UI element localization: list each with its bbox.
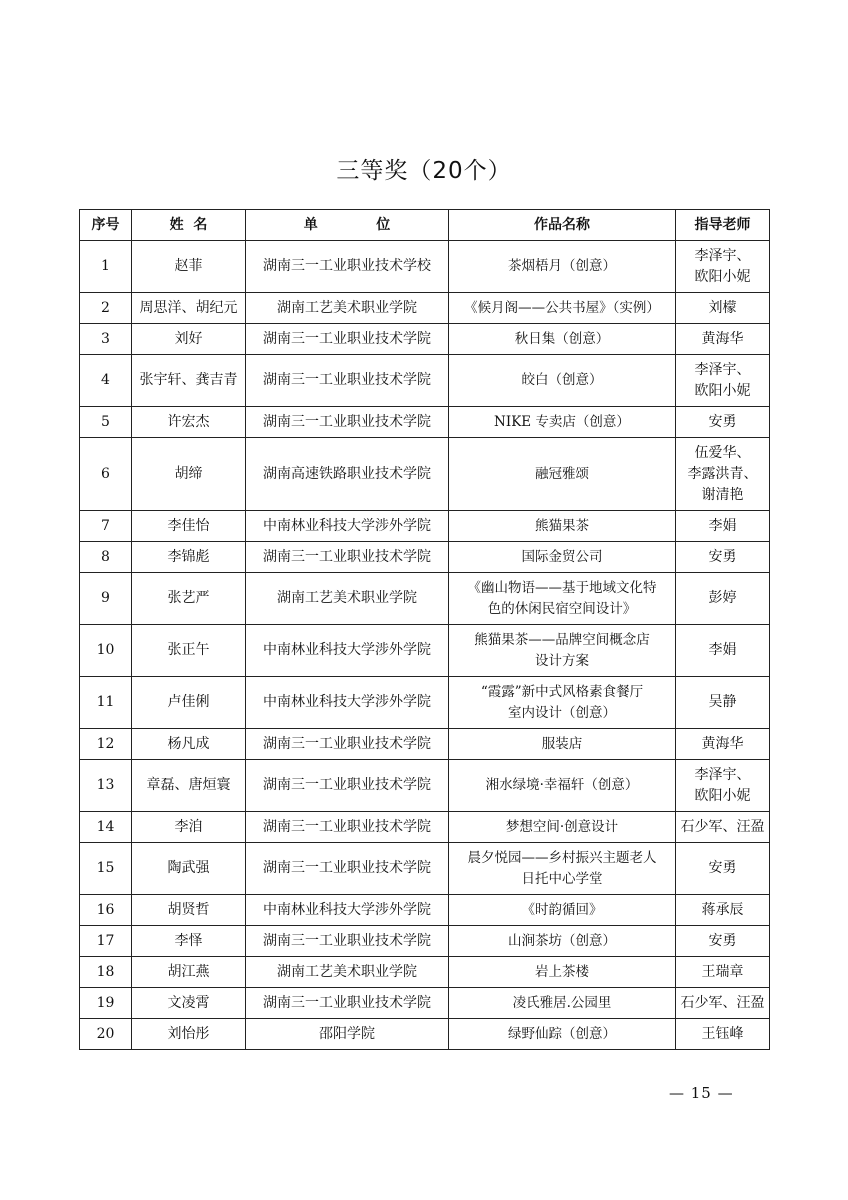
cell-name [132, 511, 246, 542]
index-text: 15 [96, 860, 115, 876]
cell-index [80, 324, 132, 355]
index-text: 1 [101, 258, 110, 274]
work-text: 融冠雅颂 [535, 465, 589, 482]
advisor-text: 石少军、汪盈 [680, 818, 765, 835]
work-text: 绿野仙踪（创意） [508, 1025, 616, 1042]
cell-work [449, 760, 676, 812]
cell-work [449, 324, 676, 355]
cell-unit [246, 957, 449, 988]
header-name: 姓 名 [132, 210, 246, 241]
work-text: 岩上茶楼 [535, 963, 589, 980]
name-text: 卢佳俐 [167, 694, 210, 710]
cell-index [80, 677, 132, 729]
work-text: 《时韵循回》 [521, 901, 603, 918]
advisor-text: 李泽宇、 欧阳小妮 [694, 361, 751, 399]
cell-unit [246, 293, 449, 324]
index-text: 14 [96, 818, 115, 835]
table-row [80, 542, 770, 573]
name-text: 张正午 [167, 642, 210, 658]
name-text: 李佳怡 [167, 517, 210, 534]
cell-unit [246, 895, 449, 926]
work-text: “霞露”新中式风格素食餐厅 室内设计（创意） [480, 683, 644, 721]
cell-unit [246, 438, 449, 511]
cell-work [449, 895, 676, 926]
cell-advisor [676, 1019, 770, 1050]
unit-text: 湖南三一工业职业技术学院 [263, 818, 431, 835]
header-index: 序号 [80, 210, 132, 241]
table-row [80, 988, 770, 1019]
name-text: 胡缔 [174, 465, 203, 482]
cell-unit [246, 729, 449, 760]
cell-advisor [676, 324, 770, 355]
work-text: 山涧茶坊（创意） [508, 932, 616, 949]
table-row [80, 957, 770, 988]
cell-advisor [676, 241, 770, 293]
table-row [80, 355, 770, 407]
table-row [80, 895, 770, 926]
work-text: 《幽山物语——基于地域文化特 色的休闲民宿空间设计》 [467, 579, 657, 617]
cell-unit [246, 407, 449, 438]
advisor-text: 安勇 [708, 932, 737, 949]
unit-text: 邵阳学院 [319, 1025, 375, 1042]
cell-name [132, 760, 246, 812]
name-text: 李怿 [174, 932, 203, 949]
cell-index [80, 1019, 132, 1050]
cell-name [132, 241, 246, 293]
cell-work [449, 511, 676, 542]
table-row [80, 677, 770, 729]
unit-text: 湖南三一工业职业技术学院 [263, 413, 431, 430]
advisor-text: 李泽宇、 欧阳小妮 [694, 247, 751, 285]
cell-name [132, 1019, 246, 1050]
table-row [80, 407, 770, 438]
cell-work [449, 355, 676, 407]
cell-name [132, 355, 246, 407]
table-row [80, 625, 770, 677]
advisor-text: 黄海华 [701, 735, 744, 752]
work-text: 国际金贸公司 [521, 548, 603, 565]
table-row [80, 324, 770, 355]
unit-text: 湖南工艺美术职业学院 [277, 963, 417, 980]
name-text: 胡贤哲 [167, 901, 210, 918]
cell-advisor [676, 729, 770, 760]
cell-advisor [676, 438, 770, 511]
advisor-text: 蒋承辰 [701, 901, 744, 918]
cell-work [449, 1019, 676, 1050]
cell-unit [246, 573, 449, 625]
work-text: 晨夕悦园——乡村振兴主题老人 日托中心学堂 [467, 849, 657, 887]
advisor-text: 安勇 [708, 548, 737, 565]
advisor-text: 王瑞章 [701, 963, 744, 980]
table-row [80, 843, 770, 895]
cell-index [80, 843, 132, 895]
unit-text: 湖南三一工业职业技术学院 [263, 330, 431, 347]
cell-work [449, 988, 676, 1019]
name-text: 陶武强 [167, 860, 210, 876]
cell-advisor [676, 355, 770, 407]
unit-text: 湖南三一工业职业技术学校 [263, 258, 431, 274]
cell-name [132, 438, 246, 511]
cell-name [132, 542, 246, 573]
advisor-text: 王钰峰 [701, 1025, 744, 1042]
work-text: 湘水绿境·幸福轩（创意） [485, 777, 639, 793]
cell-unit [246, 241, 449, 293]
index-text: 9 [101, 590, 110, 606]
cell-unit [246, 988, 449, 1019]
unit-text: 湖南三一工业职业技术学院 [263, 860, 431, 876]
cell-advisor [676, 293, 770, 324]
advisor-text: 黄海华 [701, 330, 744, 347]
table-header-row [80, 210, 770, 241]
work-text: 梦想空间·创意设计 [505, 818, 619, 835]
cell-unit [246, 542, 449, 573]
work-text: 茶烟梧月（创意） [508, 258, 616, 274]
table-body [80, 241, 770, 1050]
table-row [80, 511, 770, 542]
cell-work [449, 926, 676, 957]
cell-name [132, 573, 246, 625]
cell-unit [246, 843, 449, 895]
unit-text: 湖南三一工业职业技术学院 [263, 372, 431, 388]
name-text: 李锦彪 [167, 548, 210, 565]
index-text: 19 [96, 994, 115, 1011]
cell-advisor [676, 812, 770, 843]
name-text: 许宏杰 [167, 413, 210, 430]
table-row [80, 1019, 770, 1050]
work-text: 《候月阁——公共书屋》（实例） [464, 299, 660, 316]
cell-work [449, 843, 676, 895]
table-row [80, 438, 770, 511]
cell-unit [246, 1019, 449, 1050]
unit-text: 湖南三一工业职业技术学院 [263, 777, 431, 793]
index-text: 10 [96, 642, 115, 658]
advisor-text: 彭婷 [708, 590, 737, 606]
advisor-text: 伍爱华、 李露洪青、 谢清艳 [687, 444, 758, 503]
name-text: 章磊、唐烜寰 [146, 777, 231, 793]
cell-work [449, 542, 676, 573]
cell-name [132, 729, 246, 760]
index-text: 4 [101, 372, 110, 388]
cell-index [80, 355, 132, 407]
cell-advisor [676, 895, 770, 926]
cell-unit [246, 511, 449, 542]
table-row [80, 926, 770, 957]
index-text: 16 [96, 901, 115, 918]
name-text: 张艺严 [167, 590, 210, 606]
cell-unit [246, 760, 449, 812]
index-text: 7 [101, 517, 110, 534]
cell-work [449, 729, 676, 760]
unit-text: 湖南三一工业职业技术学院 [263, 994, 431, 1011]
cell-advisor [676, 542, 770, 573]
advisor-text: 安勇 [708, 860, 737, 876]
cell-name [132, 407, 246, 438]
table-row [80, 293, 770, 324]
cell-index [80, 760, 132, 812]
cell-name [132, 957, 246, 988]
cell-work [449, 438, 676, 511]
work-text: 熊猫果茶——品牌空间概念店 设计方案 [474, 631, 650, 669]
unit-text: 湖南工艺美术职业学院 [277, 299, 417, 316]
table-row [80, 729, 770, 760]
section-title: 三等奖（20个） [336, 158, 512, 184]
unit-text: 中南林业科技大学涉外学院 [263, 642, 431, 658]
cell-name [132, 625, 246, 677]
cell-advisor [676, 957, 770, 988]
cell-advisor [676, 625, 770, 677]
name-text: 李洎 [174, 818, 203, 835]
header-unit: 单 位 [246, 210, 449, 241]
advisor-text: 李娟 [708, 642, 737, 658]
advisor-text: 李娟 [708, 517, 737, 534]
cell-advisor [676, 407, 770, 438]
cell-index [80, 438, 132, 511]
cell-advisor [676, 760, 770, 812]
cell-name [132, 895, 246, 926]
cell-advisor [676, 511, 770, 542]
name-text: 杨凡成 [167, 735, 210, 752]
index-text: 3 [101, 330, 110, 347]
name-text: 胡江燕 [167, 963, 210, 980]
work-text: 熊猫果茶 [535, 517, 589, 534]
index-text: 6 [101, 465, 110, 482]
cell-index [80, 988, 132, 1019]
advisor-text: 安勇 [708, 413, 737, 430]
unit-text: 中南林业科技大学涉外学院 [263, 901, 431, 918]
index-text: 11 [96, 694, 115, 710]
cell-index [80, 293, 132, 324]
header-advisor: 指导老师 [676, 210, 770, 241]
name-text: 张宇轩、龚吉青 [139, 372, 238, 388]
cell-name [132, 926, 246, 957]
cell-work [449, 241, 676, 293]
cell-advisor [676, 843, 770, 895]
cell-work [449, 407, 676, 438]
cell-index [80, 241, 132, 293]
table-row [80, 760, 770, 812]
cell-name [132, 988, 246, 1019]
advisor-text: 吴静 [708, 694, 737, 710]
cell-work [449, 573, 676, 625]
cell-unit [246, 812, 449, 843]
page-number: — 15 — [669, 1084, 734, 1102]
unit-text: 湖南三一工业职业技术学院 [263, 932, 431, 949]
index-text: 12 [96, 735, 115, 752]
cell-work [449, 625, 676, 677]
cell-index [80, 957, 132, 988]
name-text: 赵菲 [174, 258, 203, 274]
cell-work [449, 812, 676, 843]
work-text: 凌氏雅居.公园里 [512, 994, 612, 1011]
cell-name [132, 843, 246, 895]
cell-index [80, 895, 132, 926]
name-text: 刘好 [174, 330, 203, 347]
unit-text: 湖南工艺美术职业学院 [277, 590, 417, 606]
cell-advisor [676, 573, 770, 625]
cell-unit [246, 677, 449, 729]
unit-text: 湖南高速铁路职业技术学院 [263, 465, 431, 482]
cell-index [80, 926, 132, 957]
name-text: 文凌霄 [167, 994, 210, 1011]
cell-name [132, 293, 246, 324]
cell-index [80, 729, 132, 760]
work-text: 秋日集（创意） [514, 330, 610, 347]
unit-text: 中南林业科技大学涉外学院 [263, 517, 431, 534]
cell-unit [246, 625, 449, 677]
name-text: 刘怡彤 [167, 1025, 210, 1042]
cell-index [80, 812, 132, 843]
cell-name [132, 812, 246, 843]
cell-name [132, 324, 246, 355]
work-text: NIKE 专卖店（创意） [494, 413, 630, 430]
cell-unit [246, 355, 449, 407]
index-text: 17 [96, 932, 115, 949]
index-text: 2 [101, 299, 110, 316]
cell-work [449, 293, 676, 324]
index-text: 5 [101, 413, 110, 430]
index-text: 18 [96, 963, 115, 980]
advisor-text: 刘檬 [708, 299, 737, 316]
cell-index [80, 542, 132, 573]
award-table [79, 209, 770, 1050]
table-row [80, 241, 770, 293]
index-text: 20 [96, 1025, 115, 1042]
unit-text: 湖南三一工业职业技术学院 [263, 735, 431, 752]
table-row [80, 573, 770, 625]
work-text: 皎白（创意） [521, 372, 603, 388]
table-row [80, 812, 770, 843]
unit-text: 湖南三一工业职业技术学院 [263, 548, 431, 565]
cell-index [80, 407, 132, 438]
work-text: 服装店 [541, 735, 583, 752]
advisor-text: 石少军、汪盈 [680, 994, 765, 1011]
cell-work [449, 677, 676, 729]
cell-index [80, 625, 132, 677]
cell-name [132, 677, 246, 729]
cell-advisor [676, 677, 770, 729]
cell-unit [246, 926, 449, 957]
cell-advisor [676, 926, 770, 957]
header-work: 作品名称 [449, 210, 676, 241]
cell-unit [246, 324, 449, 355]
index-text: 13 [96, 777, 115, 793]
unit-text: 中南林业科技大学涉外学院 [263, 694, 431, 710]
cell-index [80, 573, 132, 625]
cell-index [80, 511, 132, 542]
index-text: 8 [101, 548, 110, 565]
cell-work [449, 957, 676, 988]
name-text: 周思洋、胡纪元 [139, 299, 238, 316]
advisor-text: 李泽宇、 欧阳小妮 [694, 766, 751, 804]
cell-advisor [676, 988, 770, 1019]
